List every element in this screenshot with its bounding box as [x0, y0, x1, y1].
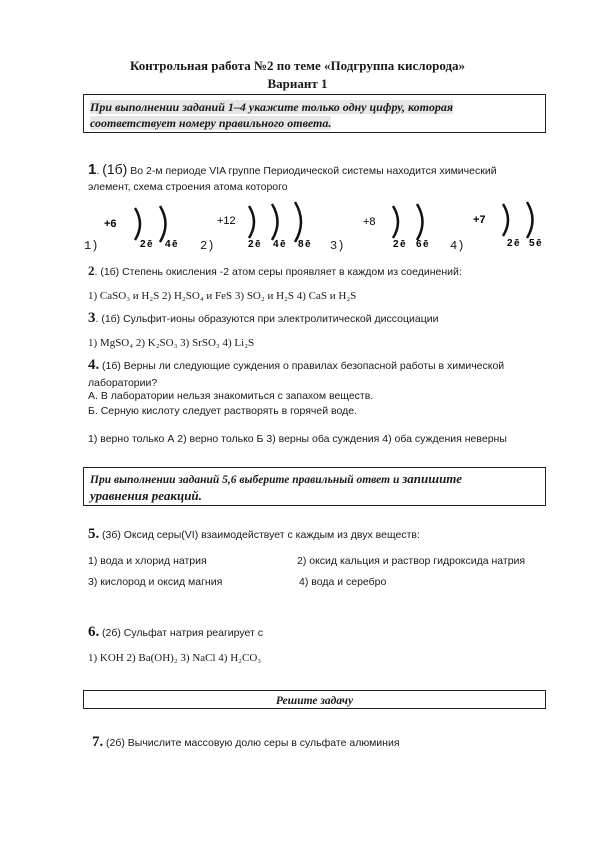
question-3: [88, 311, 438, 326]
question-6-text: (2б) Сульфат натрия реагирует с: [102, 627, 263, 639]
atom-option-3-label: 3): [330, 239, 345, 253]
instruction-box-1: [83, 94, 546, 133]
question-3-answers: 1) MgSO₄ 2) K₂SO₃ 3) SrSO₃ 4) Li₂S: [88, 337, 255, 349]
atom-scheme-4: [473, 202, 542, 249]
atom-scheme-1: [104, 206, 178, 250]
atom-option-4-label: 4): [450, 239, 465, 253]
question-1-number: 1: [88, 161, 97, 178]
svg-text:ē: ē: [305, 239, 311, 250]
question-2: [88, 264, 462, 279]
question-1-text-2: элемент, схема строения атома которого: [88, 181, 288, 193]
question-4-text-2: лаборатории?: [88, 377, 158, 389]
question-7-number: 7.: [92, 734, 104, 750]
question-7: [92, 735, 400, 750]
svg-text:ē: ē: [423, 239, 429, 250]
atom-scheme-2: [217, 202, 311, 250]
question-4-answers: 1) верно только А 2) верно только Б 3) верны оба суждения 4) оба суждения неверны: [88, 433, 507, 445]
page-title: Контрольная работа №2 по теме «Подгруппа кислорода»: [129, 58, 466, 73]
instruction-1-line-1: При выполнении заданий 1–4 укажите только одну цифру, которая: [90, 100, 453, 114]
svg-text:ē: ē: [147, 239, 153, 250]
question-6: [88, 625, 263, 640]
question-2-number: 2: [88, 263, 95, 278]
question-1: 1. (1б) Во 2-м периоде VIA группе Периодической системы находится химический: [88, 161, 497, 178]
atom-3-shell-1: 2: [393, 239, 399, 250]
question-5-number: 5.: [88, 526, 100, 542]
atom-4-charge: +7: [473, 214, 486, 226]
atom-1-shell-1: 2: [140, 239, 146, 250]
instruction-2-line-2: уравнения реакций.: [90, 488, 202, 503]
atom-1-charge: +6: [104, 218, 117, 230]
question-5-answer-2: 2) оксид кальция и раствор гидроксида натрия: [297, 555, 526, 567]
question-1-points: (1б): [102, 161, 128, 177]
atom-2-charge: +12: [217, 215, 236, 227]
atom-scheme-3: [363, 204, 429, 250]
atom-3-shell-2: 6: [416, 239, 422, 250]
atom-4-shell-2: 5: [529, 238, 535, 249]
instruction-1-line-2: соответствует номеру правильного ответа.: [90, 116, 332, 130]
atom-option-2-label: 2): [200, 239, 215, 253]
svg-text:ē: ē: [255, 239, 261, 250]
question-5-answer-4: 4) вода и серебро: [299, 576, 387, 588]
instruction-2-part-2: запишите: [402, 471, 463, 486]
question-5-answer-1: 1) вода и хлорид натрия: [88, 555, 207, 567]
svg-text:ē: ē: [400, 239, 406, 250]
atom-3-charge: +8: [363, 216, 376, 228]
atom-option-1-label: 1): [84, 239, 99, 253]
question-3-text: . (1б) Сульфит-ионы образуются при электролитической диссоциации: [95, 313, 439, 325]
atom-4-shell-1: 2: [507, 238, 513, 249]
atom-2-shell-3: 8: [298, 239, 304, 250]
question-4: [88, 358, 504, 373]
atom-2-shell-1: 2: [248, 239, 254, 250]
question-4-statement-a: А. В лаборатории нельзя знакомиться с запахом веществ.: [88, 390, 374, 402]
question-1-text-1: Во 2-м периоде VIA группе Периодической системы находится химический: [130, 165, 497, 177]
svg-text:ē: ē: [536, 238, 542, 249]
task-section-box: [83, 690, 546, 709]
instruction-2-part-1: При выполнении заданий 5,6 выберите правильный ответ и: [90, 474, 403, 486]
question-3-number: 3: [88, 310, 96, 326]
question-6-number: 6.: [88, 624, 100, 640]
question-2-answers: 1) CaSO₃ и H₂S 2) H₂SO₄ и FeS 3) SO₂ и H₂S 4) CaS и H₂S: [88, 290, 357, 302]
question-4-text-1: (1б) Верны ли следующие суждения о правилах безопасной работы в химической: [102, 360, 505, 372]
question-5: [88, 527, 420, 542]
svg-text:ē: ē: [514, 238, 520, 249]
question-5-answer-3: 3) кислород и оксид магния: [88, 576, 223, 588]
question-4-number: 4.: [88, 357, 100, 373]
atom-2-shell-2: 4: [273, 239, 279, 250]
question-7-text: (2б) Вычислите массовую долю серы в сульфате алюминия: [106, 737, 400, 749]
question-5-text: (3б) Оксид серы(VI) взаимодействует с каждым из двух веществ:: [102, 529, 420, 541]
svg-text:ē: ē: [280, 239, 286, 250]
atom-1-shell-2: 4: [165, 239, 171, 250]
atom-schemes: [80, 200, 550, 252]
question-6-answers: 1) KOH 2) Ba(OH)₂ 3) NaCl 4) H₂CO₃: [88, 652, 262, 664]
question-2-text: . (1б) Степень окисления -2 атом серы проявляет в каждом из соединений:: [94, 266, 462, 278]
instruction-box-2: [83, 467, 546, 506]
variant-title: Вариант 1: [267, 76, 328, 91]
question-4-statement-b: Б. Серную кислоту следует растворять в горячей воде.: [88, 405, 357, 417]
svg-text:ē: ē: [172, 239, 178, 250]
task-section-label: Решите задачу: [275, 695, 354, 707]
